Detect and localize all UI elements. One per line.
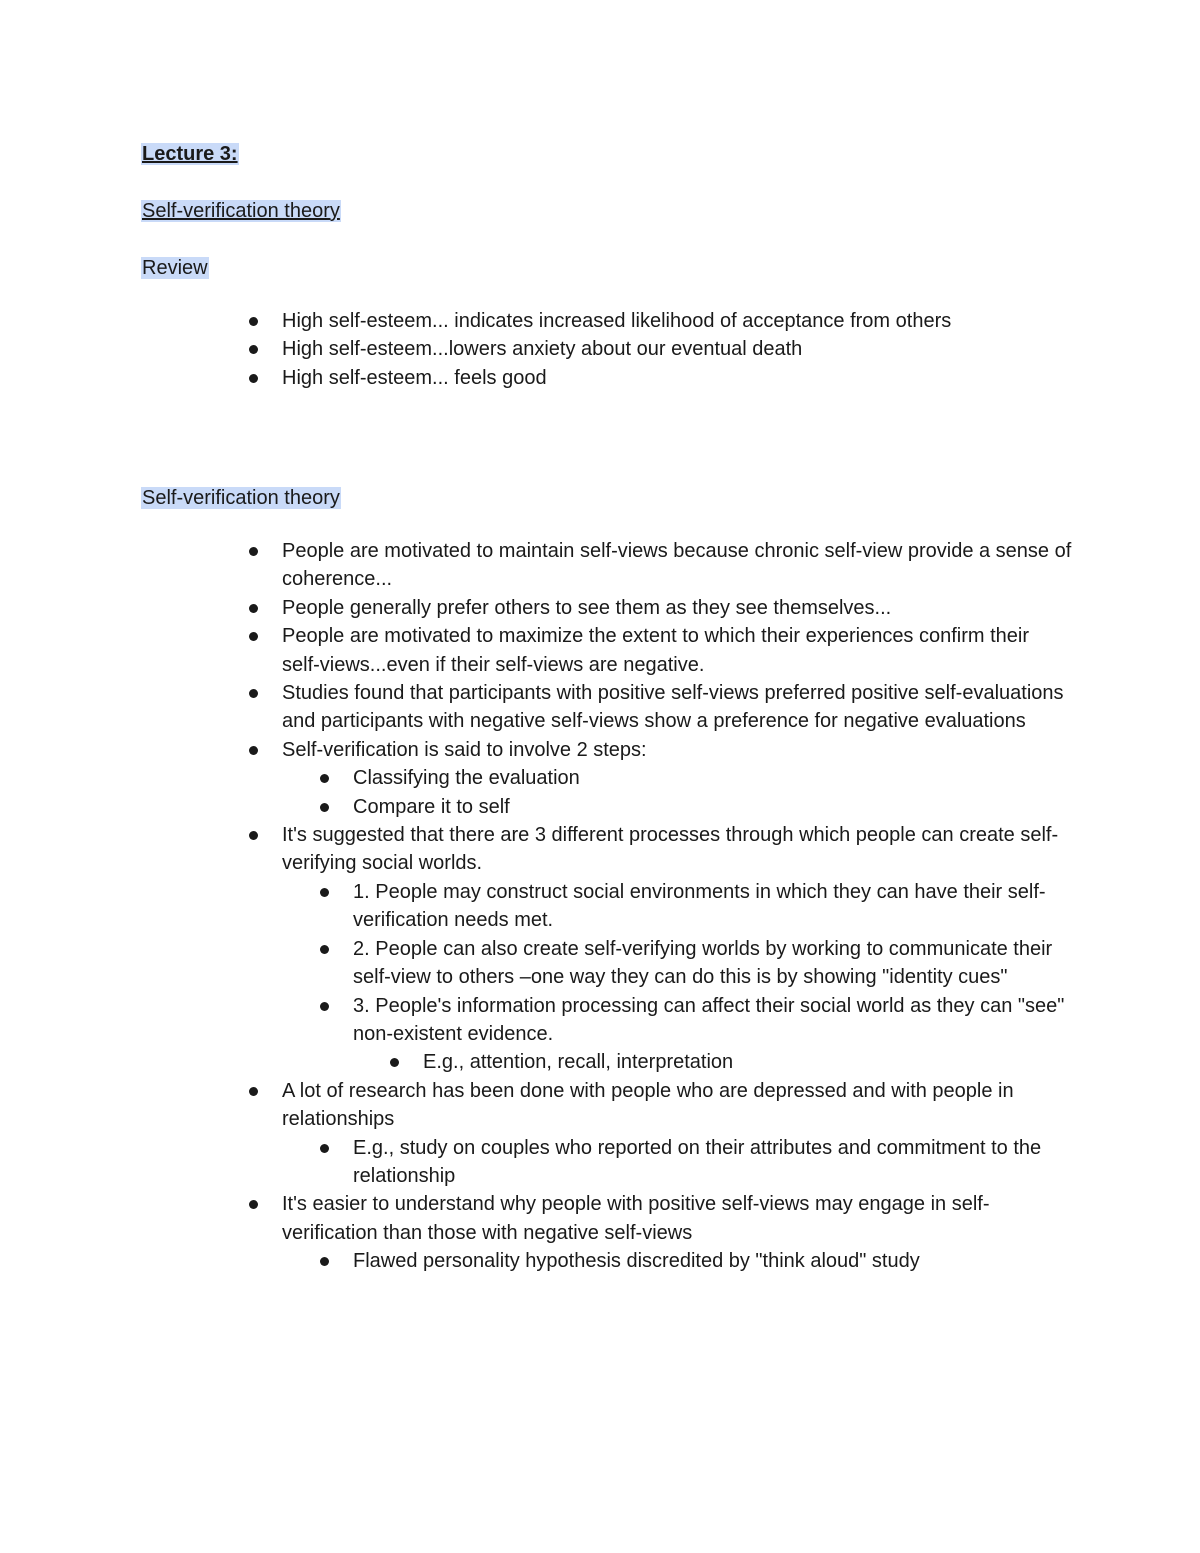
theory-heading (141, 484, 341, 512)
list-item-text: E.g., study on couples who reported on their attributes and commitment to the relationship (353, 1136, 1042, 1187)
list-item (353, 935, 1072, 992)
list-item-text: High self-esteem... feels good (282, 366, 547, 389)
bullet-icon (249, 604, 258, 613)
list-item (282, 335, 1072, 363)
list-item-text: Classifying the evaluation (353, 767, 580, 790)
list-item-text: Studies found that participants with positive self-views preferred positive self-evaluations and participants with negative self-views show a preference for negative evaluations (282, 682, 1064, 733)
list-item (282, 622, 1072, 679)
bullet-icon (249, 689, 258, 698)
list-item (353, 992, 1072, 1049)
list-item-text: Flawed personality hypothesis discredited by "think aloud" study (353, 1250, 920, 1273)
bullet-icon (249, 317, 258, 326)
bullet-icon (249, 374, 258, 383)
list-item-text: It's suggested that there are 3 different processes through which people can create self-verifying social worlds. (282, 824, 1059, 875)
subtitle (141, 197, 341, 225)
list-item-text: E.g., attention, recall, interpretation (423, 1051, 734, 1074)
bullet-icon (249, 746, 258, 755)
bullet-icon (249, 345, 258, 354)
list-item (282, 1190, 1072, 1247)
review-list (282, 307, 1072, 392)
list-item (353, 878, 1072, 935)
bullet-icon (249, 1087, 258, 1096)
list-item (353, 1134, 1072, 1191)
list-item-text: People are motivated to maximize the extent to which their experiences confirm their self-views...even if their self-views are negative. (282, 625, 1030, 676)
page-title-text: Lecture 3: (142, 143, 238, 165)
list-item (282, 821, 1072, 878)
list-item (423, 1048, 1072, 1076)
list-item (282, 307, 1072, 335)
bullet-icon (320, 803, 329, 812)
list-item-text: It's easier to understand why people with positive self-views may engage in self-verification than those with negative self-views (282, 1193, 990, 1244)
bullet-icon (249, 632, 258, 641)
list-item (282, 594, 1072, 622)
page-title (141, 140, 239, 168)
list-item (353, 764, 1072, 792)
review-heading (141, 254, 209, 282)
list-item (282, 1077, 1072, 1134)
bullet-icon (249, 831, 258, 840)
bullet-icon (320, 945, 329, 954)
list-item-text: 3. People's information processing can affect their social world as they can "see" non-existent evidence. (353, 994, 1065, 1045)
list-item-text: High self-esteem... indicates increased likelihood of acceptance from others (282, 310, 952, 332)
theory-list (282, 537, 1072, 1276)
bullet-icon (320, 1257, 329, 1266)
list-item (282, 736, 1072, 764)
bullet-icon (320, 1002, 329, 1011)
list-item (282, 364, 1072, 392)
bullet-icon (320, 1144, 329, 1153)
list-item (353, 793, 1072, 821)
list-item-text: High self-esteem...lowers anxiety about our eventual death (282, 338, 803, 361)
list-item (282, 679, 1072, 736)
list-item-text: Self-verification is said to involve 2 steps: (282, 738, 647, 761)
theory-heading-text: Self-verification theory (142, 487, 340, 509)
list-item-text: Compare it to self (353, 795, 510, 818)
list-item (353, 1247, 1072, 1275)
bullet-icon (320, 888, 329, 897)
bullet-icon (390, 1058, 399, 1067)
bullet-icon (249, 1200, 258, 1209)
bullet-icon (249, 547, 258, 556)
review-heading-text: Review (142, 257, 208, 279)
subtitle-text: Self-verification theory (142, 200, 340, 222)
list-item-text: People are motivated to maintain self-views because chronic self-view provide a sense of coherence... (282, 540, 1072, 591)
list-item-text: A lot of research has been done with people who are depressed and with people in relationships (282, 1079, 1014, 1131)
list-item (282, 537, 1072, 594)
list-item-text: 1. People may construct social environments in which they can have their self-verification needs met. (353, 880, 1046, 932)
bullet-icon (320, 774, 329, 783)
list-item-text: People generally prefer others to see them as they see themselves... (282, 596, 892, 619)
list-item-text: 2. People can also create self-verifying worlds by working to communicate their self-view to others –one way they can do this is by showing "identity cues" (353, 937, 1053, 989)
